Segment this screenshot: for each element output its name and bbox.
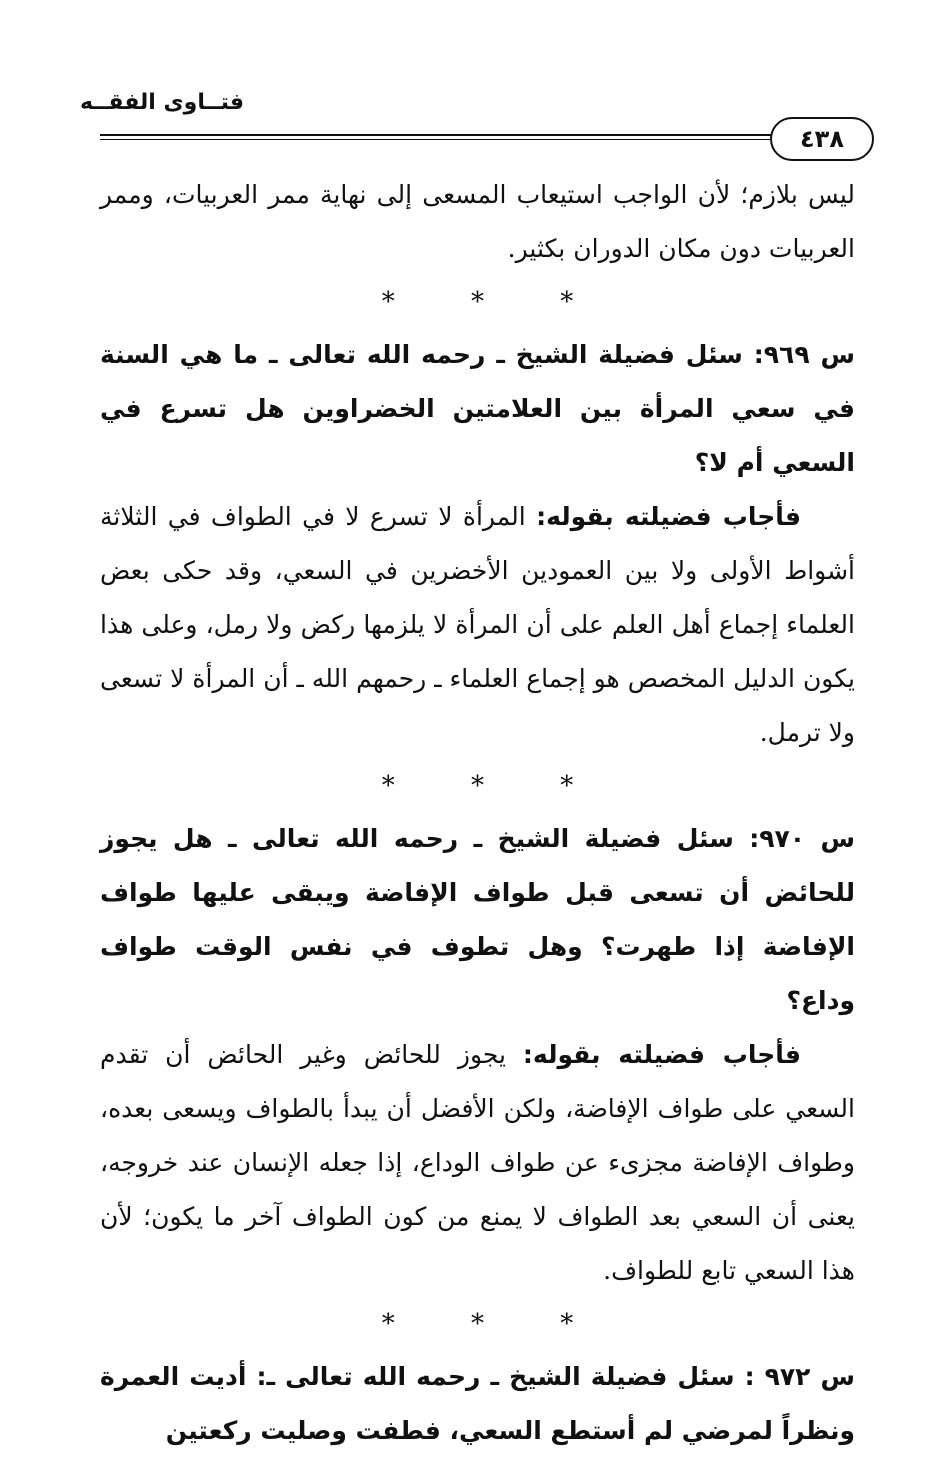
running-header-title: فتــاوى الفقــه: [80, 90, 245, 115]
answer-969: [100, 490, 855, 760]
section-separator: * * *: [381, 771, 608, 801]
question-970: [100, 812, 855, 1028]
question-number: س ٩٦٩:: [753, 340, 855, 369]
section-separator: * * *: [381, 1309, 608, 1339]
question-number: س ٩٧٠:: [749, 824, 855, 853]
question-number: س ٩٧٢ :: [744, 1362, 855, 1391]
question-text: سئل فضيلة الشيخ ـ رحمه الله تعالى ـ هل يجوز للحائض أن تسعى قبل طواف الإفاضة ويبقى عليها طواف الإفاضة إذا طهرت؟ وهل تطوف في نفس الوقت طواف وداع؟: [100, 824, 855, 1015]
page-body: [100, 168, 855, 1458]
answer-lead: فأجاب فضيلته بقوله:: [522, 1040, 801, 1069]
answer-lead: فأجاب فضيلته بقوله:: [536, 502, 802, 531]
page-number: ٤٣٨: [770, 117, 874, 161]
question-text: سئل فضيلة الشيخ ـ رحمه الله تعالى ـ: أديت العمرة ونظراً لمرضي لم أستطع السعي، فطفت وصليت ركعتين: [100, 1362, 855, 1445]
question-972: [100, 1350, 855, 1458]
section-separator: * * *: [381, 287, 608, 317]
header-rule: [100, 134, 862, 140]
question-text: سئل فضيلة الشيخ ـ رحمه الله تعالى ـ ما هي السنة في سعي المرأة بين العلامتين الخضراوين هل تسرع في السعي أم لا؟: [100, 340, 855, 477]
answer-text: المرأة لا تسرع لا في الطواف في الثلاثة أشواط الأولى ولا بين العمودين الأخضرين في السعي، وقد حكى بعض العلماء إجماع أهل العلم على أن المرأة لا يلزمها ركض ولا رمل، وعلى هذا يكون الدليل المخصص هو إجماع العلماء ـ رحمهم الله ـ أن المرأة لا تسعى ولا ترمل.: [100, 502, 855, 747]
question-969: [100, 328, 855, 490]
intro-paragraph: ليس بلازم؛ لأن الواجب استيعاب المسعى إلى نهاية ممر العربيات، وممر العربيات دون مكان الدوران بكثير.: [100, 180, 855, 263]
answer-text: يجوز للحائض وغير الحائض أن تقدم السعي على طواف الإفاضة، ولكن الأفضل أن يبدأ بالطواف ويسعى بعده، وطواف الإفاضة مجزىء عن طواف الوداع، إذا جعله الإنسان عند خروجه، يعنى أن السعي بعد الطواف لا يمنع من كون الطواف آخر ما يكون؛ لأن هذا السعي تابع للطواف.: [100, 1040, 855, 1285]
answer-970: [100, 1028, 855, 1298]
